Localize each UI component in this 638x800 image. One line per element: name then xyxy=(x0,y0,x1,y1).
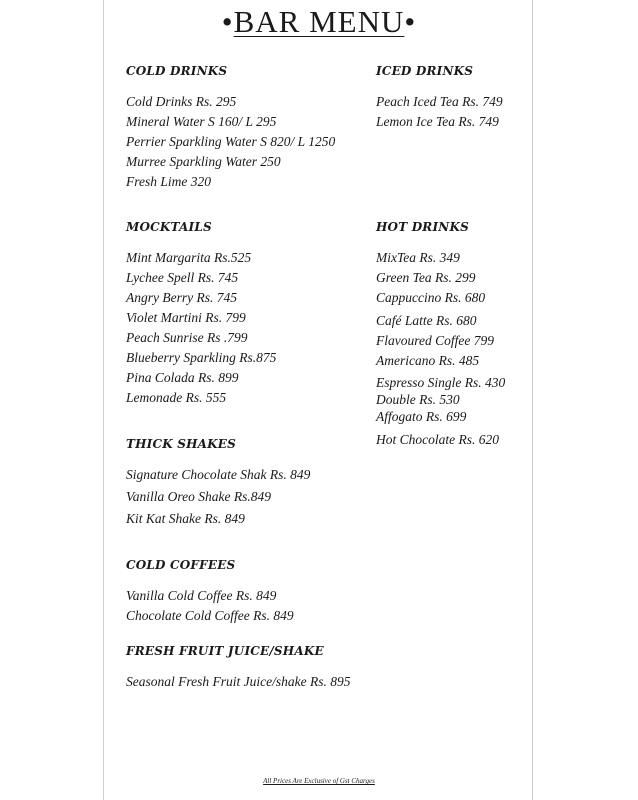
item-list xyxy=(126,586,294,626)
item-list xyxy=(126,465,310,529)
section-heading: FRESH FRUIT JUICE/SHAKE xyxy=(126,644,324,658)
section-cold-drinks xyxy=(126,64,335,192)
section-fresh-fruit xyxy=(126,644,350,692)
section-heading: ICED DRINKS xyxy=(376,64,474,78)
menu-item: Vanilla Cold Coffee Rs. 849 xyxy=(126,588,277,603)
section-thick-shakes xyxy=(126,437,310,529)
menu-item: Signature Chocolate Shak Rs. 849 xyxy=(126,467,311,482)
page-title xyxy=(0,4,638,40)
menu-item: Peach Iced Tea Rs. 749 xyxy=(376,94,503,109)
disclaimer-text: All Prices Are Exclusive of Gst Charges xyxy=(263,777,375,785)
menu-item: Kit Kat Shake Rs. 849 xyxy=(126,511,245,526)
menu-item: Mineral Water S 160/ L 295 xyxy=(126,114,277,129)
menu-item: Café Latte Rs. 680 xyxy=(376,313,477,328)
menu-item: Affogato Rs. 699 xyxy=(376,409,467,424)
section-cold-coffees xyxy=(126,558,294,626)
section-mocktails xyxy=(126,220,276,408)
section-heading: THICK SHAKES xyxy=(126,437,236,451)
section-heading: HOT DRINKS xyxy=(376,220,469,234)
section-heading: MOCKTAILS xyxy=(126,220,212,234)
menu-item: Lemonade Rs. 555 xyxy=(126,390,227,405)
menu-item: Cold Drinks Rs. 295 xyxy=(126,94,237,109)
menu-item: Lychee Spell Rs. 745 xyxy=(126,270,239,285)
menu-item: MixTea Rs. 349 xyxy=(376,250,460,265)
menu-item: Peach Sunrise Rs .799 xyxy=(126,330,248,345)
menu-item: Hot Chocolate Rs. 620 xyxy=(376,432,499,447)
title-text: BAR MENU xyxy=(233,4,405,39)
section-heading: COLD COFFEES xyxy=(126,558,236,572)
item-list xyxy=(126,672,350,692)
menu-item: Chocolate Cold Coffee Rs. 849 xyxy=(126,608,294,623)
menu-item: Green Tea Rs. 299 xyxy=(376,270,476,285)
menu-item: Espresso Single Rs. 430 xyxy=(376,375,506,390)
price-disclaimer xyxy=(0,777,638,785)
section-iced-drinks xyxy=(376,64,503,132)
item-list xyxy=(376,248,505,450)
menu-item: Seasonal Fresh Fruit Juice/shake Rs. 895 xyxy=(126,674,351,689)
title-dot-left: • xyxy=(221,4,234,39)
menu-item: Lemon Ice Tea Rs. 749 xyxy=(376,114,499,129)
menu-item: Americano Rs. 485 xyxy=(376,353,480,368)
section-heading: COLD DRINKS xyxy=(126,64,228,78)
menu-item: Perrier Sparkling Water S 820/ L 1250 xyxy=(126,134,336,149)
menu-item: Cappuccino Rs. 680 xyxy=(376,290,486,305)
menu-item: Pina Colada Rs. 899 xyxy=(126,370,239,385)
menu-item: Mint Margarita Rs.525 xyxy=(126,250,252,265)
menu-item: Flavoured Coffee 799 xyxy=(376,333,494,348)
title-dot-right: • xyxy=(404,4,417,39)
menu-item: Murree Sparkling Water 250 xyxy=(126,154,281,169)
menu-item: Vanilla Oreo Shake Rs.849 xyxy=(126,489,271,504)
section-hot-drinks xyxy=(376,220,505,450)
menu-item: Violet Martini Rs. 799 xyxy=(126,310,246,325)
item-list xyxy=(126,92,335,192)
item-list xyxy=(126,248,276,408)
menu-item: Double Rs. 530 xyxy=(376,392,460,407)
menu-item: Blueberry Sparkling Rs.875 xyxy=(126,350,277,365)
item-list xyxy=(376,92,503,132)
menu-item: Fresh Lime 320 xyxy=(126,174,211,189)
menu-item: Angry Berry Rs. 745 xyxy=(126,290,237,305)
